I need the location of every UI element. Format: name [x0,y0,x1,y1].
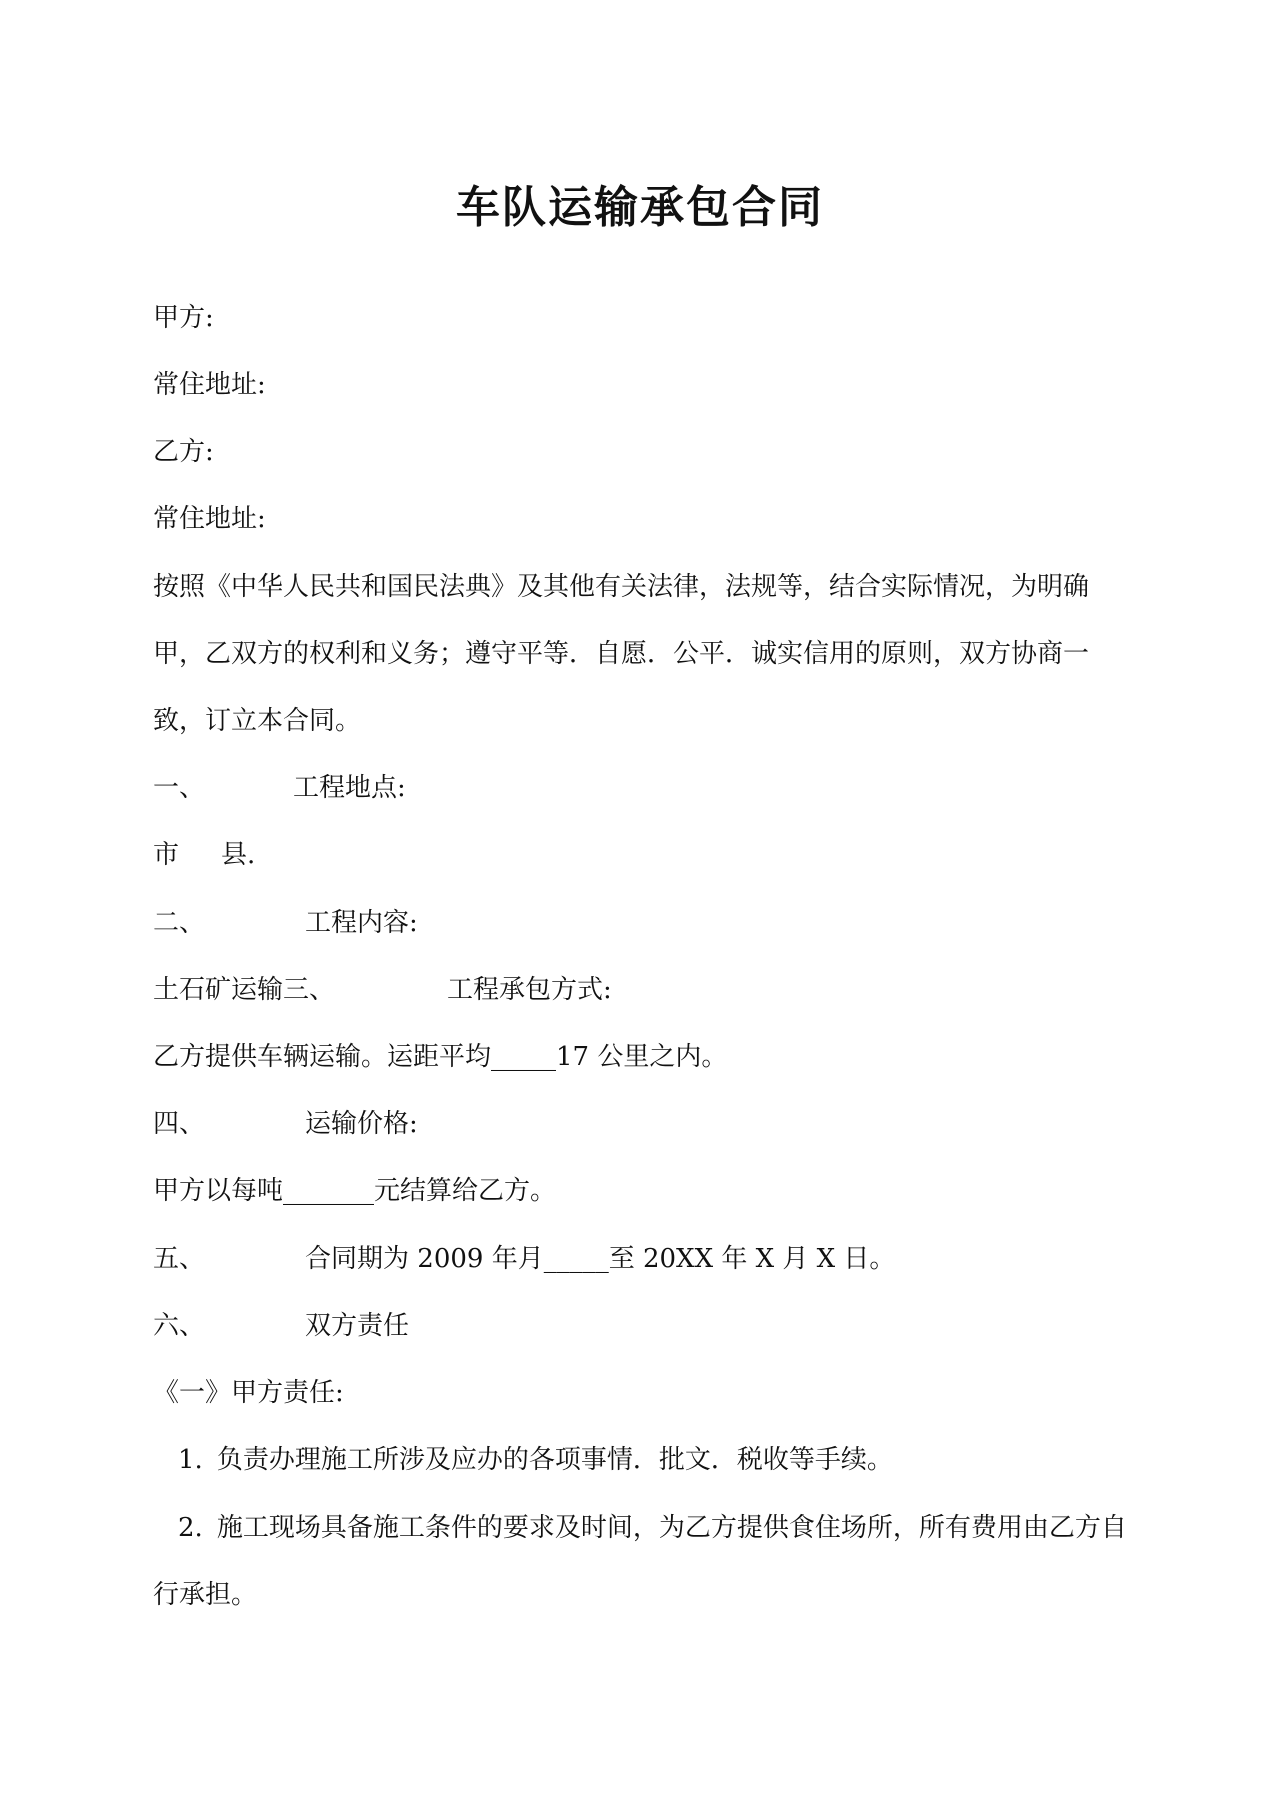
section-2-content: 土石矿运输三、 [153,975,336,1005]
section-6-subheading: 《一》甲方责任: [153,1378,344,1408]
section-6-number: 六、 [153,1311,206,1341]
section-3-content: 乙方提供车辆运输。运距平均_____17 公里之内。 [153,1042,728,1072]
party-b-address-label: 常住地址: [153,504,266,534]
section-4-heading: 运输价格: [305,1109,418,1139]
section-5-number: 五、 [153,1244,206,1274]
section-1-heading-row [153,768,406,808]
duty-item-1-text: 负责办理施工所涉及应办的各项事情．批文．税收等手续。 [216,1445,893,1475]
duty-item-2-text: 施工现场具备施工条件的要求及时间，为乙方提供食住场所，所有费用由乙方自 [216,1513,1127,1543]
duty-item-1-number: 1. [178,1445,203,1475]
section-1-number: 一、 [153,773,206,803]
duty-item-2-continuation: 行承担。 [153,1580,258,1610]
section-1-heading: 工程地点: [293,773,406,803]
preamble-line-1: 按照《中华人民共和国民法典》及其他有关法律，法规等，结合实际情况，为明确 [153,572,1090,602]
party-a-label: 甲方: [153,303,214,333]
section-2-heading-row [153,903,418,943]
section-4-content: 甲方以每吨_______元结算给乙方。 [153,1176,557,1206]
duty-item-2 [178,1508,1127,1548]
section-2-heading: 工程内容: [305,908,418,938]
document-title: 车队运输承包合同 [456,182,824,233]
preamble-line-2: 甲，乙双方的权利和义务；遵守平等．自愿．公平．诚实信用的原则，双方协商一 [153,639,1090,669]
section-2-3-row [153,970,612,1010]
section-6-heading-row [153,1306,409,1346]
section-5-content: 合同期为 2009 年月_____至 20XX 年 X 月 X 日。 [305,1244,896,1274]
section-3-heading: 工程承包方式: [447,975,612,1005]
party-a-address-label: 常住地址: [153,370,266,400]
party-b-label: 乙方: [153,437,214,467]
duty-item-2-number: 2. [178,1513,203,1543]
section-5-row [153,1239,895,1279]
section-6-heading: 双方责任 [305,1311,410,1341]
preamble-line-3: 致，订立本合同。 [153,706,362,736]
section-1-county: 县. [221,840,256,870]
section-4-number: 四、 [153,1109,206,1139]
section-4-heading-row [153,1104,418,1144]
section-1-location-row [153,835,255,875]
duty-item-1 [178,1440,893,1480]
section-1-city: 市 [153,840,180,870]
section-2-number: 二、 [153,908,206,938]
